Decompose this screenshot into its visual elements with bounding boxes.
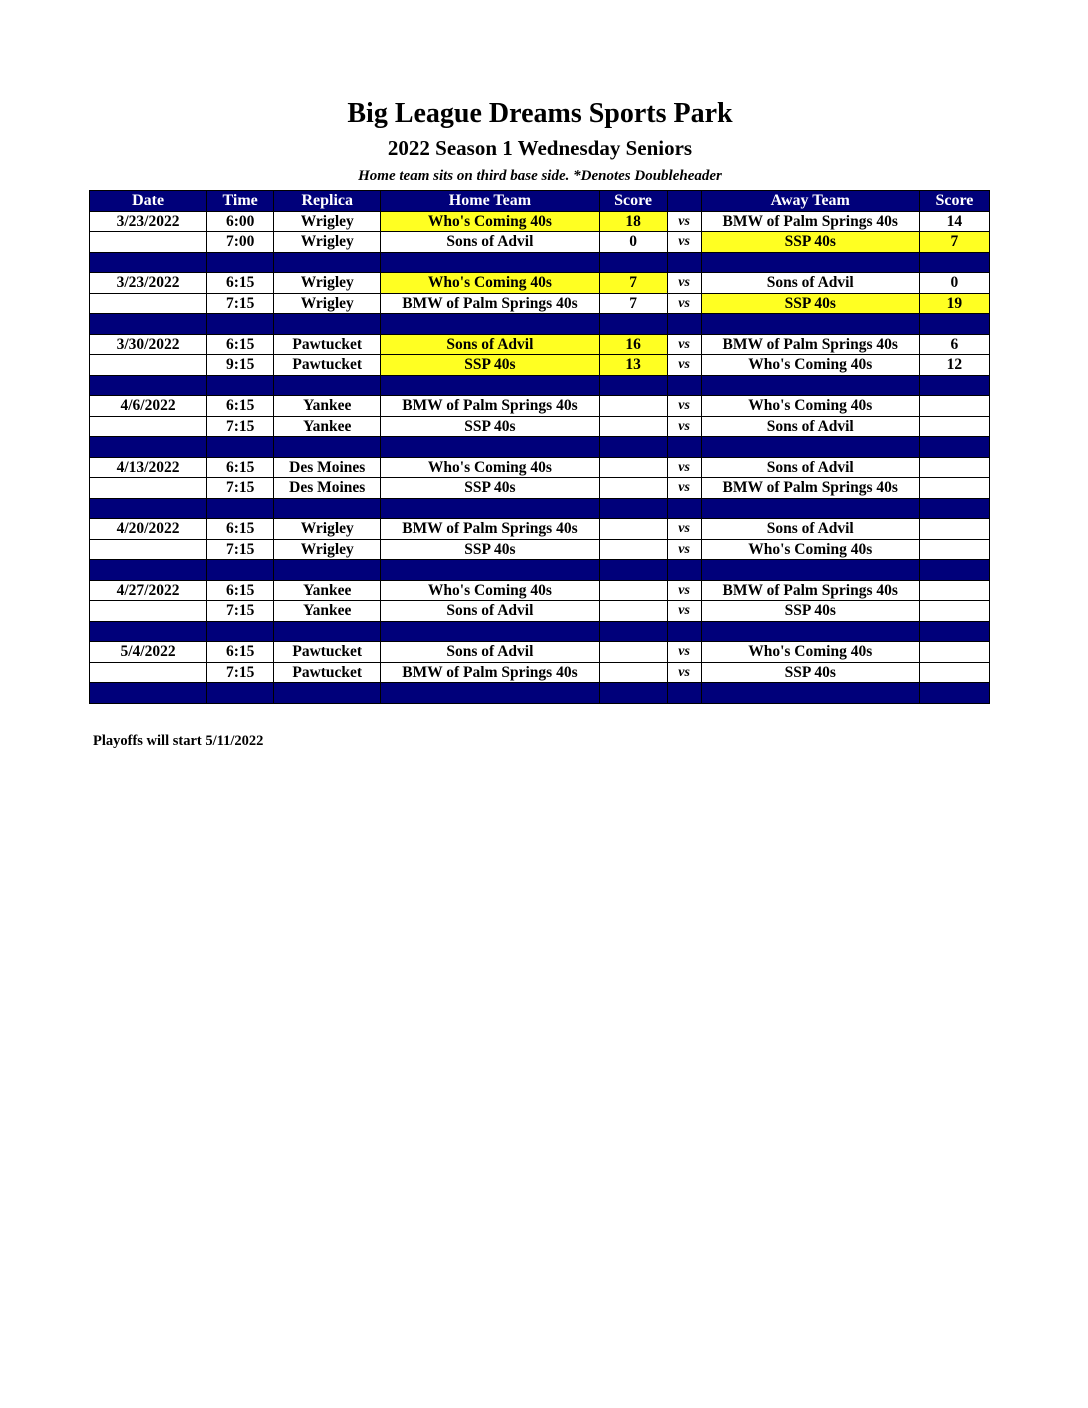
header-note: Home team sits on third base side. *Denotes Doubleheader (358, 168, 722, 184)
cell-date (90, 416, 207, 437)
week-separator-row (90, 437, 990, 458)
table-row (90, 232, 990, 253)
cell-away-score (919, 416, 989, 437)
cell-time: 7:15 (207, 416, 274, 437)
cell-replica: Yankee (274, 416, 381, 437)
separator-cell (90, 498, 207, 519)
cell-away-score (919, 580, 989, 601)
cell-away-team: SSP 40s (701, 662, 919, 683)
cell-date (90, 662, 207, 683)
separator-cell (274, 498, 381, 519)
separator-cell (919, 252, 989, 273)
cell-home-team: SSP 40s (381, 539, 599, 560)
separator-cell (667, 683, 701, 704)
separator-cell (701, 498, 919, 519)
cell-away-score (919, 519, 989, 540)
col-header-replica: Replica (274, 191, 381, 212)
separator-cell (667, 314, 701, 335)
week-separator-row (90, 683, 990, 704)
separator-cell (599, 375, 667, 396)
separator-cell (701, 375, 919, 396)
cell-replica: Pawtucket (274, 355, 381, 376)
separator-cell (701, 683, 919, 704)
table-row (90, 601, 990, 622)
cell-replica: Wrigley (274, 539, 381, 560)
cell-home-score: 18 (599, 211, 667, 232)
separator-cell (207, 252, 274, 273)
separator-cell (90, 252, 207, 273)
cell-replica: Pawtucket (274, 642, 381, 663)
cell-date (90, 539, 207, 560)
cell-time: 6:15 (207, 519, 274, 540)
table-row (90, 662, 990, 683)
separator-cell (701, 314, 919, 335)
cell-vs: vs (667, 416, 701, 437)
separator-cell (919, 498, 989, 519)
cell-date: 3/23/2022 (90, 273, 207, 294)
cell-time: 7:00 (207, 232, 274, 253)
separator-cell (274, 560, 381, 581)
separator-cell (701, 621, 919, 642)
cell-away-score: 7 (919, 232, 989, 253)
cell-vs: vs (667, 539, 701, 560)
week-separator-row (90, 560, 990, 581)
cell-time: 6:15 (207, 642, 274, 663)
table-row (90, 293, 990, 314)
separator-cell (667, 560, 701, 581)
cell-vs: vs (667, 662, 701, 683)
cell-date (90, 601, 207, 622)
separator-cell (667, 375, 701, 396)
cell-away-team: SSP 40s (701, 601, 919, 622)
separator-cell (90, 314, 207, 335)
page-subtitle: 2022 Season 1 Wednesday Seniors (387, 136, 693, 160)
separator-cell (919, 375, 989, 396)
cell-time: 6:15 (207, 457, 274, 478)
cell-away-score (919, 478, 989, 499)
cell-home-team: SSP 40s (381, 355, 599, 376)
cell-time: 7:15 (207, 293, 274, 314)
separator-cell (207, 498, 274, 519)
table-row (90, 519, 990, 540)
cell-vs: vs (667, 601, 701, 622)
cell-home-score (599, 457, 667, 478)
col-header-vs (667, 191, 701, 212)
cell-home-team: Who's Coming 40s (381, 457, 599, 478)
separator-cell (667, 498, 701, 519)
separator-cell (274, 252, 381, 273)
cell-date: 4/6/2022 (90, 396, 207, 417)
cell-away-team: Sons of Advil (701, 273, 919, 294)
schedule-table (89, 190, 990, 704)
cell-home-team: Sons of Advil (381, 601, 599, 622)
cell-away-team: Who's Coming 40s (701, 642, 919, 663)
separator-cell (381, 683, 599, 704)
cell-away-score (919, 539, 989, 560)
cell-time: 6:15 (207, 334, 274, 355)
cell-away-team: SSP 40s (701, 293, 919, 314)
cell-home-team: Who's Coming 40s (381, 273, 599, 294)
cell-home-team: BMW of Palm Springs 40s (381, 662, 599, 683)
separator-cell (381, 437, 599, 458)
week-separator-row (90, 498, 990, 519)
separator-cell (381, 252, 599, 273)
cell-home-score (599, 662, 667, 683)
cell-time: 7:15 (207, 539, 274, 560)
separator-cell (207, 314, 274, 335)
cell-time: 6:00 (207, 211, 274, 232)
separator-cell (274, 621, 381, 642)
cell-away-score (919, 601, 989, 622)
col-header-home-score: Score (599, 191, 667, 212)
cell-replica: Des Moines (274, 457, 381, 478)
cell-replica: Wrigley (274, 273, 381, 294)
cell-vs: vs (667, 232, 701, 253)
separator-cell (919, 560, 989, 581)
cell-home-score (599, 539, 667, 560)
separator-cell (667, 437, 701, 458)
cell-home-team: Sons of Advil (381, 642, 599, 663)
cell-home-team: Who's Coming 40s (381, 211, 599, 232)
col-header-home-team: Home Team (381, 191, 599, 212)
cell-away-team: BMW of Palm Springs 40s (701, 478, 919, 499)
separator-cell (90, 375, 207, 396)
cell-home-team: SSP 40s (381, 478, 599, 499)
separator-cell (274, 314, 381, 335)
cell-away-team: Who's Coming 40s (701, 396, 919, 417)
cell-time: 6:15 (207, 273, 274, 294)
separator-cell (599, 437, 667, 458)
cell-date: 4/27/2022 (90, 580, 207, 601)
cell-home-score (599, 601, 667, 622)
cell-date: 4/20/2022 (90, 519, 207, 540)
table-row (90, 642, 990, 663)
separator-cell (381, 498, 599, 519)
cell-home-team: Who's Coming 40s (381, 580, 599, 601)
col-header-time: Time (207, 191, 274, 212)
cell-replica: Yankee (274, 580, 381, 601)
cell-away-score (919, 642, 989, 663)
separator-cell (381, 375, 599, 396)
cell-away-team: SSP 40s (701, 232, 919, 253)
cell-away-team: Who's Coming 40s (701, 539, 919, 560)
cell-replica: Des Moines (274, 478, 381, 499)
separator-cell (599, 560, 667, 581)
cell-time: 7:15 (207, 662, 274, 683)
cell-replica: Yankee (274, 601, 381, 622)
separator-cell (701, 252, 919, 273)
cell-date (90, 293, 207, 314)
cell-replica: Wrigley (274, 211, 381, 232)
cell-away-score: 12 (919, 355, 989, 376)
cell-away-team: Sons of Advil (701, 457, 919, 478)
cell-replica: Pawtucket (274, 334, 381, 355)
cell-away-team: Who's Coming 40s (701, 355, 919, 376)
week-separator-row (90, 252, 990, 273)
cell-vs: vs (667, 457, 701, 478)
table-row (90, 580, 990, 601)
separator-cell (274, 375, 381, 396)
cell-away-score: 6 (919, 334, 989, 355)
table-row (90, 457, 990, 478)
table-row (90, 334, 990, 355)
cell-vs: vs (667, 580, 701, 601)
cell-date (90, 355, 207, 376)
cell-home-score (599, 416, 667, 437)
col-header-away-score: Score (919, 191, 989, 212)
separator-cell (667, 621, 701, 642)
separator-cell (381, 314, 599, 335)
cell-vs: vs (667, 478, 701, 499)
playoffs-note: Playoffs will start 5/11/2022 (93, 733, 264, 749)
separator-cell (667, 252, 701, 273)
separator-cell (599, 314, 667, 335)
cell-vs: vs (667, 334, 701, 355)
cell-away-team: Sons of Advil (701, 519, 919, 540)
cell-home-team: Sons of Advil (381, 334, 599, 355)
cell-home-score: 7 (599, 293, 667, 314)
cell-away-score: 14 (919, 211, 989, 232)
cell-vs: vs (667, 211, 701, 232)
cell-away-score (919, 457, 989, 478)
cell-home-score: 13 (599, 355, 667, 376)
cell-vs: vs (667, 519, 701, 540)
cell-home-score (599, 642, 667, 663)
cell-away-score: 0 (919, 273, 989, 294)
cell-home-team: BMW of Palm Springs 40s (381, 293, 599, 314)
cell-replica: Yankee (274, 396, 381, 417)
cell-home-team: BMW of Palm Springs 40s (381, 519, 599, 540)
cell-vs: vs (667, 293, 701, 314)
cell-home-team: BMW of Palm Springs 40s (381, 396, 599, 417)
separator-cell (90, 560, 207, 581)
separator-cell (274, 683, 381, 704)
cell-home-team: Sons of Advil (381, 232, 599, 253)
cell-away-score: 19 (919, 293, 989, 314)
cell-home-team: SSP 40s (381, 416, 599, 437)
week-separator-row (90, 375, 990, 396)
col-header-date: Date (90, 191, 207, 212)
cell-home-score: 7 (599, 273, 667, 294)
cell-home-score: 16 (599, 334, 667, 355)
cell-date (90, 478, 207, 499)
separator-cell (274, 437, 381, 458)
separator-cell (599, 621, 667, 642)
col-header-away-team: Away Team (701, 191, 919, 212)
cell-away-score (919, 662, 989, 683)
cell-vs: vs (667, 273, 701, 294)
cell-away-team: Sons of Advil (701, 416, 919, 437)
separator-cell (381, 560, 599, 581)
separator-cell (207, 621, 274, 642)
table-row (90, 416, 990, 437)
cell-away-score (919, 396, 989, 417)
separator-cell (701, 560, 919, 581)
separator-cell (701, 437, 919, 458)
cell-vs: vs (667, 355, 701, 376)
cell-home-score (599, 580, 667, 601)
separator-cell (90, 437, 207, 458)
cell-time: 7:15 (207, 601, 274, 622)
cell-time: 6:15 (207, 580, 274, 601)
cell-replica: Pawtucket (274, 662, 381, 683)
cell-replica: Wrigley (274, 232, 381, 253)
cell-away-team: BMW of Palm Springs 40s (701, 580, 919, 601)
cell-time: 6:15 (207, 396, 274, 417)
table-row (90, 478, 990, 499)
cell-home-score: 0 (599, 232, 667, 253)
cell-time: 9:15 (207, 355, 274, 376)
separator-cell (919, 314, 989, 335)
cell-home-score (599, 478, 667, 499)
separator-cell (207, 375, 274, 396)
separator-cell (90, 683, 207, 704)
header-row (90, 191, 990, 212)
page-title: Big League Dreams Sports Park (347, 98, 733, 129)
table-row (90, 273, 990, 294)
separator-cell (381, 621, 599, 642)
separator-cell (207, 683, 274, 704)
cell-home-score (599, 519, 667, 540)
cell-vs: vs (667, 396, 701, 417)
week-separator-row (90, 314, 990, 335)
cell-away-team: BMW of Palm Springs 40s (701, 334, 919, 355)
cell-home-score (599, 396, 667, 417)
separator-cell (207, 560, 274, 581)
cell-date (90, 232, 207, 253)
table-row (90, 355, 990, 376)
table-row (90, 211, 990, 232)
table-row (90, 539, 990, 560)
cell-vs: vs (667, 642, 701, 663)
separator-cell (207, 437, 274, 458)
separator-cell (919, 437, 989, 458)
cell-replica: Wrigley (274, 293, 381, 314)
separator-cell (90, 621, 207, 642)
cell-date: 3/23/2022 (90, 211, 207, 232)
separator-cell (919, 683, 989, 704)
separator-cell (599, 252, 667, 273)
table-row (90, 396, 990, 417)
cell-date: 3/30/2022 (90, 334, 207, 355)
separator-cell (919, 621, 989, 642)
week-separator-row (90, 621, 990, 642)
cell-away-team: BMW of Palm Springs 40s (701, 211, 919, 232)
separator-cell (599, 683, 667, 704)
cell-date: 5/4/2022 (90, 642, 207, 663)
separator-cell (599, 498, 667, 519)
cell-replica: Wrigley (274, 519, 381, 540)
cell-time: 7:15 (207, 478, 274, 499)
cell-date: 4/13/2022 (90, 457, 207, 478)
